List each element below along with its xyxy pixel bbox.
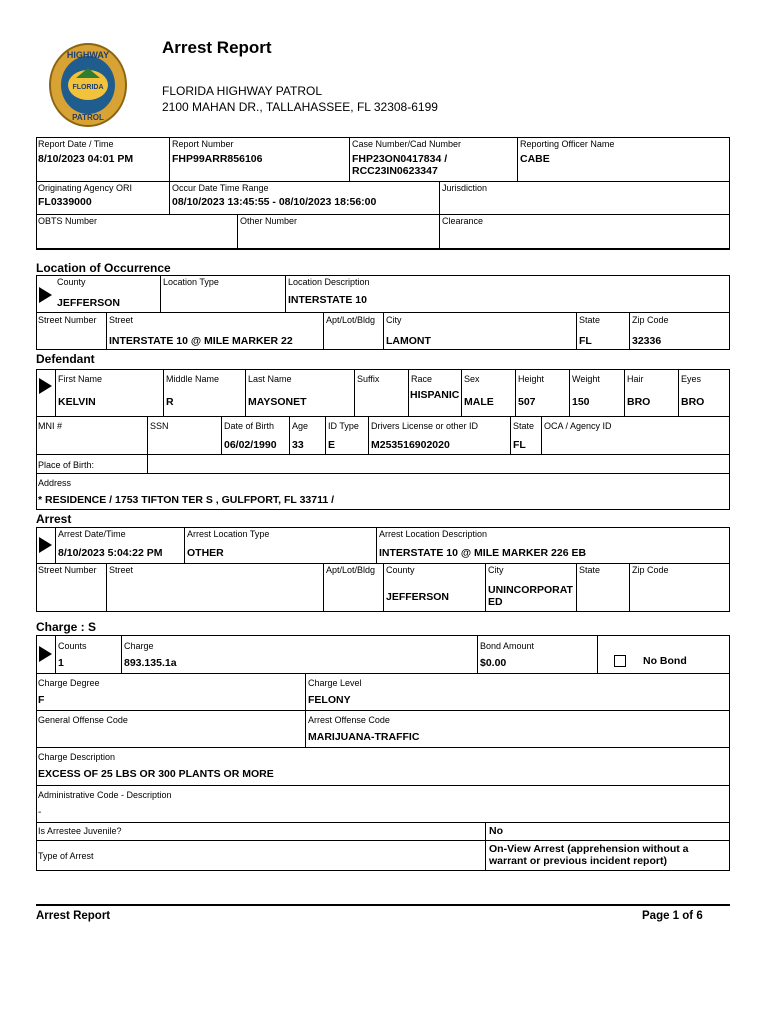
- report-date-label: Report Date / Time: [38, 139, 114, 149]
- charge-description-label: Charge Description: [38, 752, 116, 762]
- case-number-label: Case Number/Cad Number: [352, 139, 462, 149]
- location-state-value: FL: [579, 335, 592, 347]
- eyes-value: BRO: [681, 396, 705, 408]
- jurisdiction-label: Jurisdiction: [442, 183, 488, 193]
- charge-degree-label: Charge Degree: [38, 678, 100, 688]
- hair-label: Hair: [627, 374, 644, 384]
- officer-label: Reporting Officer Name: [520, 139, 615, 149]
- ori-value: FL0339000: [38, 196, 92, 208]
- arrest-locdesc-value: INTERSTATE 10 @ MILE MARKER 226 EB: [379, 547, 587, 559]
- fhp-logo: [48, 42, 128, 128]
- report-number-label: Report Number: [172, 139, 234, 149]
- suffix-label: Suffix: [357, 374, 380, 384]
- sex-label: Sex: [464, 374, 480, 384]
- sex-value: MALE: [464, 396, 494, 408]
- age-value: 33: [292, 439, 304, 451]
- arrest-zip-label: Zip Code: [632, 565, 669, 575]
- no-bond-label: No Bond: [643, 655, 687, 667]
- location-zip-value: 32336: [632, 335, 662, 347]
- occur-range-value: 08/10/2023 13:45:55 - 08/10/2023 18:56:00: [172, 196, 377, 208]
- defendant-section-title: Defendant: [36, 352, 95, 366]
- bond-amount-label: Bond Amount: [480, 641, 535, 651]
- agency-name: FLORIDA HIGHWAY PATROL: [162, 84, 323, 98]
- dob-value: 06/02/1990: [224, 439, 277, 451]
- report-number-value: FHP99ARR856106: [172, 153, 263, 165]
- charge-degree-value: F: [38, 694, 45, 706]
- case-number-value: FHP23ON0417834 / RCC23IN0623347: [352, 153, 448, 177]
- admin-code-value: -: [38, 807, 42, 818]
- oca-label: OCA / Agency ID: [544, 421, 612, 431]
- location-zip-label: Zip Code: [632, 315, 669, 325]
- arrest-state-label: State: [579, 565, 601, 575]
- arrest-offense-value: MARIJUANA-TRAFFIC: [308, 731, 420, 743]
- counts-value: 1: [58, 657, 64, 669]
- charge-table: [36, 635, 730, 871]
- arrest-type-label: Type of Arrest: [38, 851, 94, 861]
- row-marker-icon: [39, 537, 52, 553]
- drivers-license-label: Drivers License or other ID: [371, 421, 479, 431]
- last-name-value: MAYSONET: [248, 396, 307, 408]
- place-of-birth-label: Place of Birth:: [38, 460, 95, 470]
- arrest-datetime-value: 8/10/2023 5:04:22 PM: [58, 547, 163, 559]
- address-label: Address: [38, 478, 72, 488]
- location-desc-label: Location Description: [288, 277, 370, 287]
- arrest-county-value: JEFFERSON: [386, 591, 450, 603]
- location-county-label: County: [57, 277, 86, 287]
- location-apt-label: Apt/Lot/Bldg: [326, 315, 376, 325]
- officer-value: CABE: [520, 153, 550, 165]
- location-state-label: State: [579, 315, 601, 325]
- drivers-license-value: M253516902020: [371, 439, 450, 451]
- charge-label: Charge: [124, 641, 154, 651]
- first-name-label: First Name: [58, 374, 103, 384]
- middle-name-label: Middle Name: [166, 374, 220, 384]
- charge-section-title: Charge : S: [36, 620, 97, 634]
- arrest-type-value: On-View Arrest (apprehension without a warrant or previous incident report): [489, 843, 689, 867]
- eyes-label: Eyes: [681, 374, 702, 384]
- charge-level-value: FELONY: [308, 694, 351, 706]
- admin-code-label: Administrative Code - Description: [38, 790, 172, 800]
- address-value: * RESIDENCE / 1753 TIFTON TER S , GULFPORT, FL 33711 /: [38, 494, 335, 506]
- agency-address: 2100 MAHAN DR., TALLAHASSEE, FL 32308-6199: [162, 100, 438, 114]
- location-city-label: City: [386, 315, 402, 325]
- location-type-label: Location Type: [163, 277, 219, 287]
- first-name-value: KELVIN: [58, 396, 96, 408]
- location-county-value: JEFFERSON: [57, 297, 121, 309]
- counts-label: Counts: [58, 641, 87, 651]
- svg-text:FLORIDA: FLORIDA: [72, 84, 104, 91]
- report-date-value: 8/10/2023 04:01 PM: [38, 153, 134, 165]
- race-value: HISPANIC: [410, 389, 460, 401]
- dl-state-label: State: [513, 421, 535, 431]
- id-type-label: ID Type: [328, 421, 359, 431]
- page-indicator: Page 1 of 6: [642, 910, 703, 922]
- other-number-label: Other Number: [240, 216, 298, 226]
- weight-value: 150: [572, 396, 590, 408]
- age-label: Age: [292, 421, 309, 431]
- row-marker-icon: [39, 287, 52, 303]
- page-title: Arrest Report: [162, 38, 272, 57]
- arrest-loctype-value: OTHER: [187, 547, 224, 559]
- arrest-locdesc-label: Arrest Location Description: [379, 529, 488, 539]
- row-marker-icon: [39, 378, 52, 394]
- location-stnum-label: Street Number: [38, 315, 97, 325]
- dob-label: Date of Birth: [224, 421, 275, 431]
- ssn-label: SSN: [150, 421, 169, 431]
- arrest-datetime-label: Arrest Date/Time: [58, 529, 126, 539]
- arrest-city-label: City: [488, 565, 504, 575]
- arrest-stnum-label: Street Number: [38, 565, 97, 575]
- clearance-label: Clearance: [442, 216, 484, 226]
- arrest-section-title: Arrest: [36, 512, 72, 526]
- location-street-label: Street: [109, 315, 134, 325]
- charge-value: 893.135.1a: [124, 657, 177, 669]
- footer-rule: [36, 904, 730, 906]
- arrest-street-label: Street: [109, 565, 134, 575]
- row-marker-icon: [39, 646, 52, 662]
- dl-state-value: FL: [513, 439, 526, 451]
- charge-description-value: EXCESS OF 25 LBS OR 300 PLANTS OR MORE: [38, 768, 274, 780]
- weight-label: Weight: [572, 374, 600, 384]
- ori-label: Originating Agency ORI: [38, 183, 133, 193]
- location-street-value: INTERSTATE 10 @ MILE MARKER 22: [109, 335, 293, 347]
- arrest-city-value: UNINCORPORATED: [488, 584, 573, 608]
- race-label: Race: [411, 374, 433, 384]
- arrest-county-label: County: [386, 565, 415, 575]
- svg-text:PATROL: PATROL: [72, 113, 104, 122]
- middle-name-value: R: [166, 396, 174, 408]
- height-label: Height: [518, 374, 545, 384]
- arrest-loctype-label: Arrest Location Type: [187, 529, 270, 539]
- occur-range-label: Occur Date Time Range: [172, 183, 269, 193]
- juvenile-label: Is Arrestee Juvenile?: [38, 826, 122, 836]
- location-city-value: LAMONT: [386, 335, 431, 347]
- bond-amount-value: $0.00: [480, 657, 507, 669]
- last-name-label: Last Name: [248, 374, 292, 384]
- location-section-title: Location of Occurrence: [36, 261, 171, 275]
- id-type-value: E: [328, 439, 336, 451]
- mni-label: MNI #: [38, 421, 63, 431]
- arrest-apt-label: Apt/Lot/Bldg: [326, 565, 376, 575]
- arrest-offense-label: Arrest Offense Code: [308, 715, 390, 725]
- no-bond-checkbox[interactable]: [614, 655, 626, 667]
- obts-label: OBTS Number: [38, 216, 98, 226]
- location-desc-value: INTERSTATE 10: [288, 294, 367, 306]
- general-offense-label: General Offense Code: [38, 715, 128, 725]
- juvenile-value: No: [489, 825, 503, 837]
- svg-text:HIGHWAY: HIGHWAY: [66, 50, 110, 60]
- charge-level-label: Charge Level: [308, 678, 362, 688]
- height-value: 507: [518, 396, 536, 408]
- footer-title: Arrest Report: [36, 910, 111, 922]
- hair-value: BRO: [627, 396, 651, 408]
